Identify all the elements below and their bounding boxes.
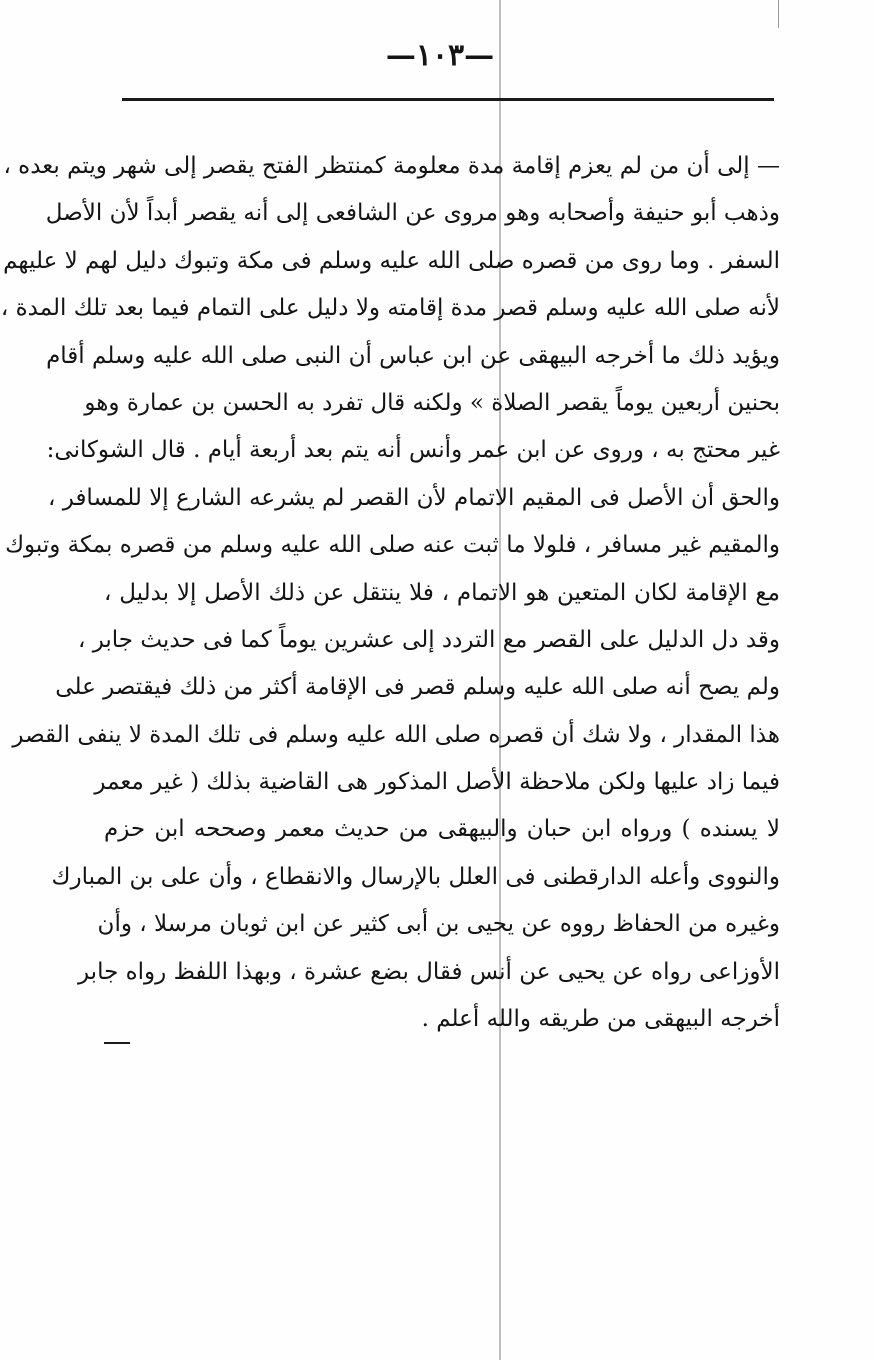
text-line: — إلى أن من لم يعزم إقامة مدة معلومة كمنتظر الفتح يقصر إلى شهر ويتم بعده ، <box>3 153 780 179</box>
text-line: الأوزاعى رواه عن يحيى عن أنس فقال بضع عشرة ، وبهذا اللفظ رواه جابر <box>77 958 780 985</box>
scan-edge-mark <box>778 0 779 28</box>
text-line: فيما زاد عليها ولكن ملاحظة الأصل المذكور هى القاضية بذلك ( غير معمر <box>94 769 780 796</box>
text-line: ولم يصح أنه صلى الله عليه وسلم قصر فى الإقامة أكثر من ذلك فيقتصر على <box>55 674 780 701</box>
text-line: السفر . وما روى من قصره صلى الله عليه وسلم فى مكة وتبوك دليل لهم لا عليهم <box>3 247 780 274</box>
text-line: وذهب أبو حنيفة وأصحابه وهو مروى عن الشافعى إلى أنه يقصر أبداً لأن الأصل <box>45 200 780 227</box>
text-line: ويؤيد ذلك ما أخرجه البيهقى عن ابن عباس أن النبى صلى الله عليه وسلم أقام <box>46 342 780 369</box>
text-line: وغيره من الحفاظ رووه عن يحيى بن أبى كثير عن ابن ثوبان مرسلا ، وأن <box>97 911 780 938</box>
text-line: والمقيم غير مسافر ، فلولا ما ثبت عنه صلى الله عليه وسلم من قصره بمكة وتبوك <box>5 532 780 559</box>
text-line: والنووى وأعله الدارقطنى فى العلل بالإرسال والانقطاع ، وأن على بن المبارك <box>51 863 780 890</box>
text-line: والحق أن الأصل فى المقيم الاتمام لأن القصر لم يشرعه الشارع إلا للمسافر ، <box>48 484 780 511</box>
page-number: —١٠٣— <box>385 38 495 73</box>
text-line: بحنين أربعين يوماً يقصر الصلاة » ولكنه قال تفرد به الحسن بن عمارة وهو <box>84 389 780 416</box>
closing-dash <box>104 1042 130 1044</box>
text-line: غير محتج به ، وروى عن ابن عمر وأنس أنه يتم بعد أربعة أيام . قال الشوكانى: <box>46 437 780 464</box>
text-line: أخرجه البيهقى من طريقه والله أعلم . <box>421 1006 780 1033</box>
header-rule <box>122 98 774 101</box>
text-line: لأنه صلى الله عليه وسلم قصر مدة إقامته ولا دليل على التمام فيما بعد تلك المدة ، <box>0 295 780 322</box>
body-text <box>0 143 780 1043</box>
text-line: مع الإقامة لكان المتعين هو الاتمام ، فلا ينتقل عن ذلك الأصل إلا بدليل ، <box>104 579 780 606</box>
text-line: وقد دل الدليل على القصر مع التردد إلى عشرين يوماً كما فى حديث جابر ، <box>77 626 780 653</box>
text-line: لا يسنده ) ورواه ابن حبان والبيهقى من حديث معمر وصححه ابن حزم <box>104 816 780 843</box>
text-line: هذا المقدار ، ولا شك أن قصره صلى الله عليه وسلم فى تلك المدة لا ينفى القصر <box>12 721 780 748</box>
